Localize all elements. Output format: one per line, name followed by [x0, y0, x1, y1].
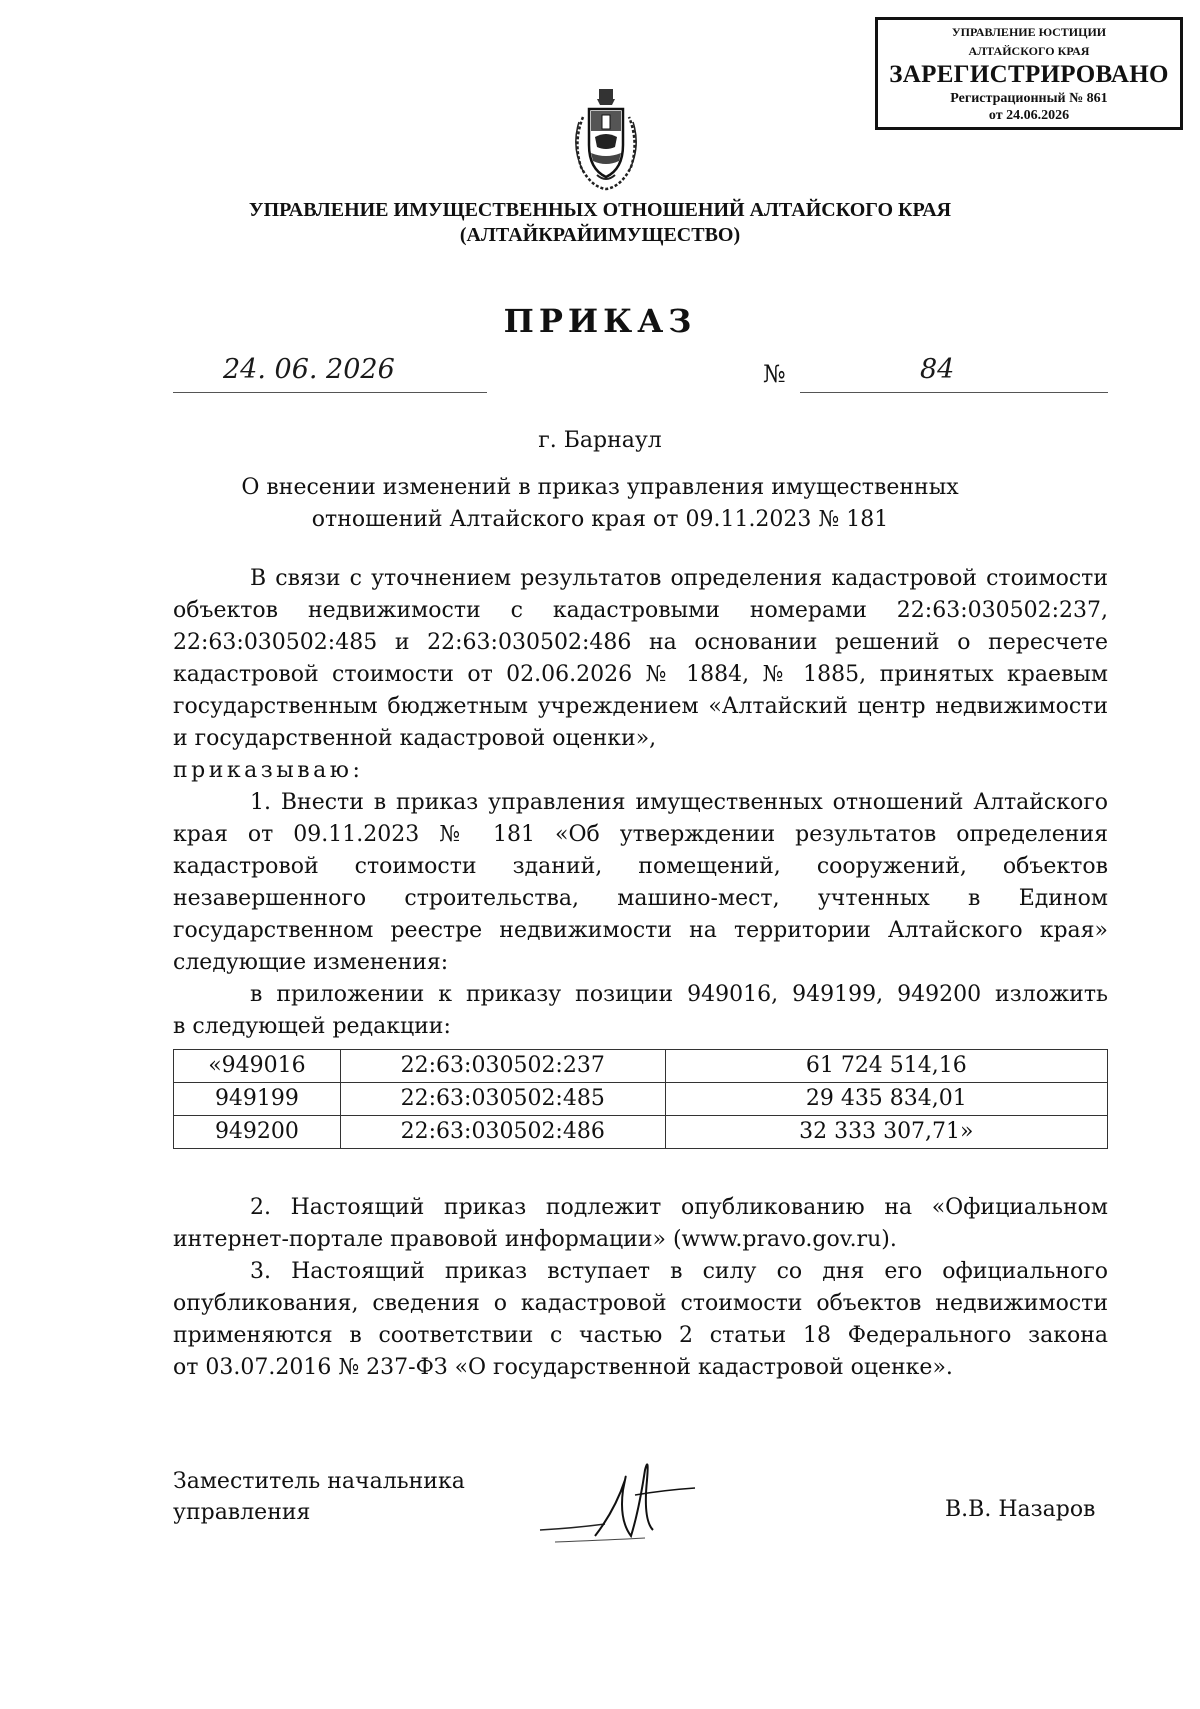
item3-line: применяются в соответствии с частью 2 статьи 18 Федерального закона — [173, 1323, 1108, 1348]
signatory-name: В.В. Назаров — [945, 1497, 1096, 1522]
preamble-paragraph — [173, 563, 1108, 1043]
position-cell: 949200 — [174, 1116, 341, 1149]
item1-line: следующие изменения: — [173, 950, 449, 975]
date-field — [173, 354, 487, 393]
number-sign: № — [763, 360, 786, 388]
item2-paragraph — [173, 1192, 1108, 1384]
coat-of-arms-icon — [569, 87, 643, 191]
item1-line: края от 09.11.2023 № 181 «Об утверждении результатов определения — [173, 822, 1108, 847]
preamble-line: В связи с уточнением результатов определения кадастровой стоимости — [250, 566, 1108, 591]
cadastral-number-cell: 22:63:030502:485 — [340, 1083, 665, 1116]
item1-line: незавершенного строительства, машино-мест, учтенных в Едином — [173, 886, 1108, 911]
order-word: приказываю: — [173, 758, 364, 783]
table-row — [174, 1050, 1108, 1083]
stamp-reg-number: Регистрационный № 861 — [950, 91, 1108, 106]
stamp-org-line2: АЛТАЙСКОГО КРАЯ — [968, 44, 1090, 58]
cadastral-value-cell: 29 435 834,01 — [665, 1083, 1107, 1116]
number-field — [800, 354, 1108, 393]
position-cell: «949016 — [174, 1050, 341, 1083]
cadastral-value-cell: 61 724 514,16 — [665, 1050, 1107, 1083]
table-row — [174, 1116, 1108, 1149]
stamp-date: от 24.06.2026 — [988, 108, 1070, 123]
item3-line: 3. Настоящий приказ вступает в силу со дня его официального — [250, 1259, 1108, 1284]
signatory-position-line: управления — [173, 1500, 311, 1525]
signatory-position — [173, 1466, 465, 1528]
stamp-org-line1: УПРАВЛЕНИЕ ЮСТИЦИИ — [951, 25, 1107, 39]
item1-line: государственном реестре недвижимости на территории Алтайского края» — [173, 918, 1108, 943]
table-row — [174, 1083, 1108, 1116]
number-handwritten: 84 — [920, 354, 955, 385]
item1-sub-line: в приложении к приказу позиции 949016, 949199, 949200 изложить — [250, 982, 1108, 1007]
agency-name: УПРАВЛЕНИЕ ИМУЩЕСТВЕННЫХ ОТНОШЕНИЙ АЛТАЙСКОГО КРАЯ — [248, 199, 952, 221]
preamble-line: 22:63:030502:485 и 22:63:030502:486 на основании решений о пересчете — [173, 630, 1108, 655]
item2-line: 2. Настоящий приказ подлежит опубликованию на «Официальном — [250, 1195, 1108, 1220]
signatory-position-line: Заместитель начальника — [173, 1469, 465, 1494]
item3-line: опубликования, сведения о кадастровой стоимости объектов недвижимости — [173, 1291, 1108, 1316]
handwritten-signature — [535, 1450, 735, 1560]
item2-line: интернет-портале правовой информации» (www.pravo.gov.ru). — [173, 1227, 897, 1252]
preamble-line: объектов недвижимости с кадастровыми номерами 22:63:030502:237, — [173, 598, 1108, 623]
date-handwritten: 24. 06. 2026 — [223, 354, 395, 385]
subject-line-2: отношений Алтайского края от 09.11.2023 № 181 — [311, 507, 889, 532]
item1-sub-line: в следующей редакции: — [173, 1014, 451, 1039]
agency-short-name: (АЛТАЙКРАЙИМУЩЕСТВО) — [459, 224, 741, 246]
stamp-status: ЗАРЕГИСТРИРОВАНО — [889, 61, 1169, 88]
registration-stamp — [875, 17, 1183, 130]
item1-line: кадастровой стоимости зданий, помещений, сооружений, объектов — [173, 854, 1108, 879]
subject-line-1: О внесении изменений в приказ управления имущественных — [241, 475, 959, 500]
preamble-line: государственным бюджетным учреждением «Алтайский центр недвижимости — [173, 694, 1108, 719]
item1-line: 1. Внести в приказ управления имущественных отношений Алтайского — [250, 790, 1108, 815]
city: г. Барнаул — [538, 428, 662, 453]
cadastral-number-cell: 22:63:030502:486 — [340, 1116, 665, 1149]
document-type-title: ПРИКАЗ — [503, 302, 697, 340]
preamble-line: кадастровой стоимости от 02.06.2026 № 1884, № 1885, принятых краевым — [173, 662, 1108, 687]
cadastral-value-cell: 32 333 307,71» — [665, 1116, 1107, 1149]
positions-table — [173, 1049, 1108, 1149]
position-cell: 949199 — [174, 1083, 341, 1116]
preamble-line: и государственной кадастровой оценки», — [173, 726, 657, 751]
cadastral-number-cell: 22:63:030502:237 — [340, 1050, 665, 1083]
item3-line: от 03.07.2016 № 237-ФЗ «О государственной кадастровой оценке». — [173, 1355, 953, 1380]
